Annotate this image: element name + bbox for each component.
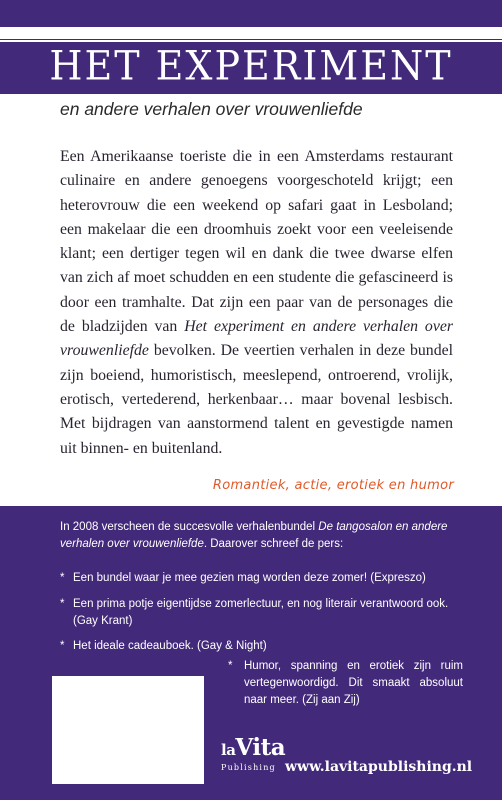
press-quote-text: Humor, spanning en erotiek zijn ruim vertegenwoordigd. Dit smaakt absoluut naar meer. (Zij aan Zij) xyxy=(244,660,463,706)
press-quote-text: Een prima potje eigentijdse zomerlectuur, en nog literair verantwoord ook. (Gay Krant) xyxy=(73,598,449,627)
bullet-star: * xyxy=(60,572,65,584)
press-quote xyxy=(60,570,460,587)
press-quote-text: Een bundel waar je mee gezien mag worden deze zomer! (Expreszo) xyxy=(73,572,426,584)
publisher-logo xyxy=(221,734,286,778)
bullet-star: * xyxy=(228,660,233,672)
blurb-book-title: Het experiment en andere verhalen over vrouwenliefde xyxy=(60,318,453,360)
tagline: Romantiek, actie, erotiek en humor xyxy=(212,478,454,493)
publisher-website: www.lavitapublishing.nl xyxy=(285,759,473,775)
logo-publishing: Publishing xyxy=(221,763,276,772)
book-title-text: HET EXPERIMENT xyxy=(49,42,453,90)
bullet-star: * xyxy=(60,640,65,652)
press-quote-text: Het ideale cadeauboek. (Gay & Night) xyxy=(73,640,267,652)
bullet-star: * xyxy=(60,598,65,610)
blurb-part-2: bevolken. De veertien verhalen in deze bundel zijn boeiend, humoristisch, meeslepend, ontroerend, vrolijk, erotisch, vertederend, herkenbaar… maar bovenal lesbisch. Met bijdragen van aanstormend talent en gevestigde namen uit binnen- en buitenland. xyxy=(60,342,453,457)
press-intro-part-2: . Daarover schreef de pers: xyxy=(203,538,344,550)
press-quote xyxy=(228,658,463,709)
press-intro-part-1: In 2008 verscheen de succesvolle verhalenbundel xyxy=(60,521,319,533)
press-quote xyxy=(60,596,470,630)
top-color-band xyxy=(0,0,502,27)
press-quote xyxy=(60,638,460,655)
previous-book-title: De tangosalon en andere verhalen over vrouwenliefde xyxy=(60,521,448,550)
blurb-paragraph xyxy=(60,145,453,461)
blurb-part-1: Een Amerikaanse toeriste die in een Amsterdams restaurant culinaire en andere genoegens voorgeschoteld krijgt; een heterovrouw die een weekend op safari gaat in Lesboland; een makelaar die een droomhuis zoekt voor een veeleisende klant; een dertiger tegen wil en dank die twee dwarse elfen van zich af moet schudden en een studente die gefascineerd is door een tramhalte. Dat zijn een paar van de personages die de bladzijden van xyxy=(60,148,453,336)
blurb xyxy=(60,145,453,461)
book-subtitle: en andere verhalen over vrouwenliefde xyxy=(60,99,363,119)
book-title xyxy=(0,44,502,88)
barcode-area xyxy=(52,676,204,784)
logo-vita: Vita xyxy=(235,734,286,761)
publisher-logo-wordmark xyxy=(221,734,285,761)
logo-la: la xyxy=(221,741,236,759)
press-intro xyxy=(60,519,460,553)
